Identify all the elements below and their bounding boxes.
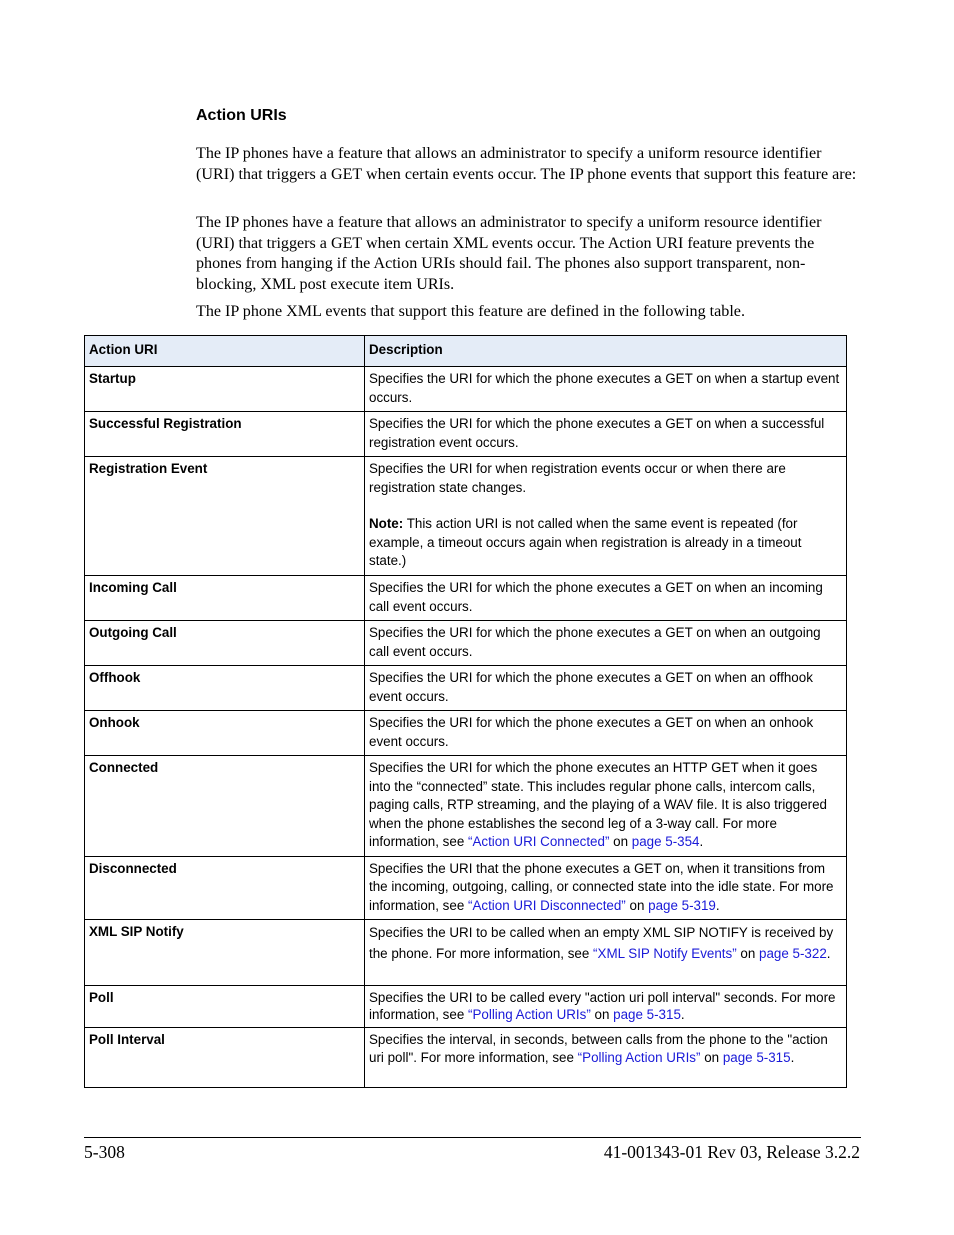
uri-name: Onhook [85,711,365,756]
uri-description-text: Specifies the URI to be called every "action uri poll interval" seconds. For more information, see [369,990,836,1022]
uri-description [365,1028,847,1088]
note-label: Note: [369,516,404,531]
table-row [85,576,847,621]
table-row [85,621,847,666]
column-header-action-uri: Action URI [85,336,365,367]
sentence-end: . [715,897,720,913]
table-row [85,457,847,576]
link-connector-text: on [609,834,632,849]
page-reference-link[interactable]: page 5-322 [759,945,827,961]
table-row [85,412,847,457]
cross-reference-link[interactable]: “Polling Action URIs” [577,1049,701,1065]
sentence-end: . [699,834,704,849]
uri-name: Poll [85,986,365,1028]
page-reference-link[interactable]: page 5-319 [648,897,716,913]
link-connector-text: on [625,897,649,913]
document-id: 41-001343-01 Rev 03, Release 3.2.2 [603,1142,860,1162]
column-header-description: Description [365,336,847,367]
note-paragraph [369,515,842,571]
link-connector-text: on [700,1049,723,1065]
uri-description [365,856,847,920]
sentence-end: . [680,1007,685,1022]
uri-description: Specifies the URI for which the phone executes a GET on when an incoming call event occurs. [365,576,847,621]
sentence-end: . [790,1049,795,1065]
uri-description: Specifies the URI for which the phone executes a GET on when a successful registration event occurs. [365,412,847,457]
table-row [85,1028,847,1088]
cross-reference-link[interactable]: “Polling Action URIs” [468,1007,591,1022]
uri-description-text: Specifies the interval, in seconds, between calls from the phone to the "action uri poll". For more information, see [369,1032,828,1065]
uri-description [365,457,847,576]
table-row [85,986,847,1028]
uri-description-text: Specifies the URI to be called when an empty XML SIP NOTIFY is received by the phone. For more information, see [369,925,834,961]
table-row [85,367,847,412]
intro-paragraph-2: The IP phones have a feature that allows an administrator to specify a uniform resource identifier (URI) that triggers a GET when certain XML events occur. The Action URI feature prevents the phones from hanging if the Action URIs should fail. The phones also support transparent, non-blocking, XML post execute item URIs. [196,214,822,293]
uri-name: Poll Interval [85,1028,365,1088]
uri-name: Incoming Call [85,576,365,621]
table-row [85,666,847,711]
uri-description [365,920,847,986]
uri-description [365,756,847,857]
cross-reference-link[interactable]: “Action URI Disconnected” [468,897,626,913]
table-row [85,856,847,920]
uri-name: Successful Registration [85,412,365,457]
uri-description [365,986,847,1028]
uri-description-text: Specifies the URI that the phone executes a GET on, when it transitions from the incoming, outgoing, calling, or connected state into the idle state. For more information, see [369,860,834,913]
uri-name: Disconnected [85,856,365,920]
page-reference-link[interactable]: page 5-354 [631,834,700,849]
sentence-end: . [826,945,831,961]
uri-name: Offhook [85,666,365,711]
uri-description-text: Specifies the URI for which the phone executes an HTTP GET when it goes into the “connected” state. This includes regular phone calls, intercom calls, paging calls, RTP streaming, and the playing of a WAV file. It is also triggered when the phone establishes the second leg of a 3-way call. For more information, see [369,760,827,849]
uri-name: Registration Event [85,457,365,576]
uri-name: Outgoing Call [85,621,365,666]
uri-description: Specifies the URI for which the phone executes a GET on when an offhook event occurs. [365,666,847,711]
table-row [85,756,847,857]
uri-description-text: Specifies the URI for when registration events occur or when there are registration state changes. [369,461,786,495]
uri-description: Specifies the URI for which the phone executes a GET on when an onhook event occurs. [365,711,847,756]
table-row [85,920,847,986]
uri-name: Startup [85,367,365,412]
intro-paragraph-1: The IP phones have a feature that allows an administrator to specify a uniform resource identifier (URI) that triggers a GET when certain events occur. The IP phone events that support this feature are: [196,145,857,183]
page-number: 5-308 [84,1142,125,1162]
cross-reference-link[interactable]: “Action URI Connected” [468,834,610,849]
uri-description: Specifies the URI for which the phone executes a GET on when an outgoing call event occurs. [365,621,847,666]
table-header-row [85,336,847,367]
table-row [85,711,847,756]
uri-name: Connected [85,756,365,857]
cross-reference-link[interactable]: “XML SIP Notify Events” [593,945,737,961]
intro-paragraph-3: The IP phone XML events that support this feature are defined in the following table. [196,303,745,320]
page-reference-link[interactable]: page 5-315 [722,1049,791,1065]
footer-divider [84,1137,861,1138]
section-heading: Action URIs [196,107,287,124]
action-uri-table [84,335,847,1088]
link-connector-text: on [590,1007,614,1022]
uri-name: XML SIP Notify [85,920,365,986]
link-connector-text: on [736,945,760,961]
note-text: This action URI is not called when the same event is repeated (for example, a timeout occurs again when registration is already in a timeout state.) [369,516,802,568]
page-reference-link[interactable]: page 5-315 [613,1007,681,1022]
uri-description: Specifies the URI for which the phone executes a GET on when a startup event occurs. [365,367,847,412]
